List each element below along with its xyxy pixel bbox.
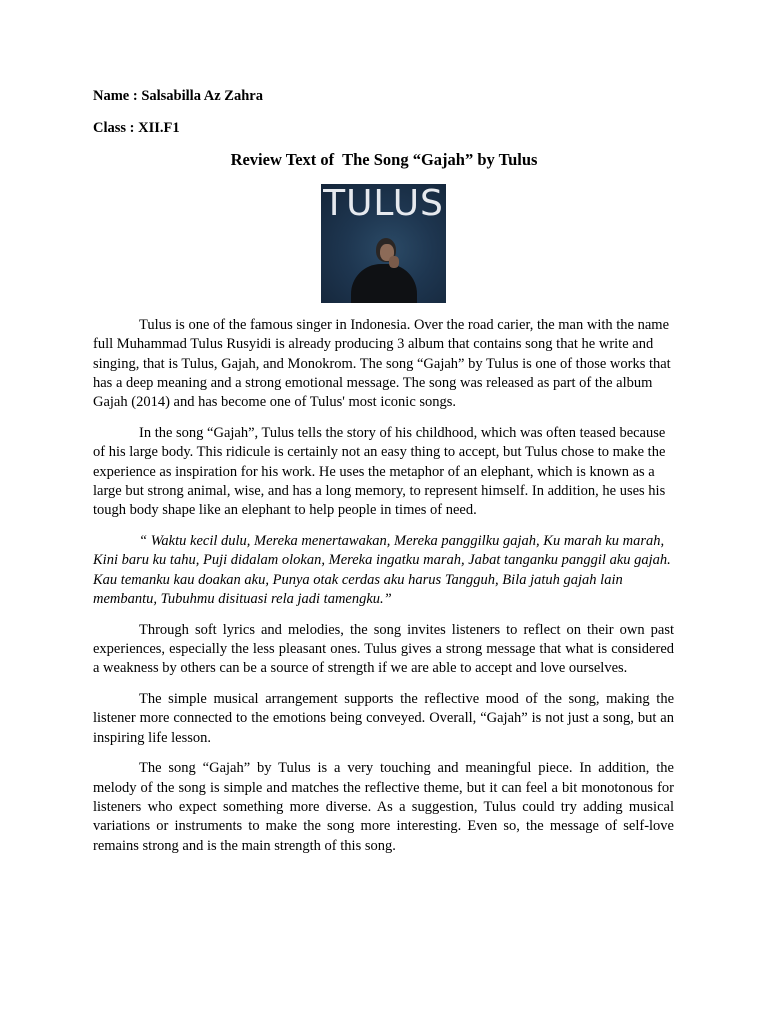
paragraph-introduction: Tulus is one of the famous singer in Indonesia. Over the road carier, the man with the name full Muhammad Tulus Rusyidi is already producing 3 album that contains song that he write and singing, that is Tulus, Gajah, and Monokrom. The song “Gajah” by Tulus is one of those works that has a deep meaning and a strong emotional message. The song was released as part of the album Gajah (2014) and has become one of Tulus' most iconic songs. <box>93 317 671 411</box>
paragraph-conclusion: The song “Gajah” by Tulus is a very touching and meaningful piece. In addition, the melody of the song is simple and matches the reflective theme, but it can feel a bit monotonous for listeners who expect something more diverse. As a suggestion, Tulus could try adding musical variations or instruments to make the song more interesting. Even so, the message of self-love remains strong and is the main strength of this song. <box>93 760 674 854</box>
paragraph-message: Through soft lyrics and melodies, the song invites listeners to reflect on their own past experiences, especially the less pleasant ones. Tulus gives a strong message that what is considered a weakness by others can be a source of strength if we are able to accept and love ourselves. <box>93 621 674 677</box>
document-title: Review Text of The Song “Gajah” by Tulus <box>230 150 538 169</box>
album-cover-image <box>321 184 446 303</box>
singer-portrait <box>349 234 419 303</box>
portrait-body <box>351 264 417 303</box>
paragraph-arrangement: The simple musical arrangement supports the reflective mood of the song, making the listener more connected to the emotions being conveyed. Overall, “Gajah” is not just a song, but an inspiring life lesson. <box>93 691 674 746</box>
album-cover-text: TULUS <box>323 184 444 224</box>
portrait-hand <box>389 256 399 268</box>
review-body <box>93 316 674 867</box>
student-name: Name : Salsabilla Az Zahra <box>93 88 263 104</box>
lyrics-quote: “ Waktu kecil dulu, Mereka menertawakan, Mereka panggilku gajah, Ku marah ku marah, Kini baru ku tahu, Puji didalam olokan, Mereka ingatku marah, Jabat tanganku panggil aku gajah. Kau temanku kau doakan aku, Punya otak cerdas aku harus Tangguh, Bila jatuh gajah lain membantu, Tubuhmu disituasi rela jadi tamengku.” <box>93 532 671 607</box>
paragraph-story: In the song “Gajah”, Tulus tells the story of his childhood, which was often teased because of his large body. This ridicule is certainly not an easy thing to accept, but Tulus chose to make the experience as inspiration for his work. He uses the metaphor of an elephant, which is known as a large but strong animal, wise, and has a long memory, to represent himself. In addition, he uses his tough body shape like an elephant to help people in times of need. <box>93 424 666 519</box>
student-class: Class : XII.F1 <box>93 120 180 136</box>
